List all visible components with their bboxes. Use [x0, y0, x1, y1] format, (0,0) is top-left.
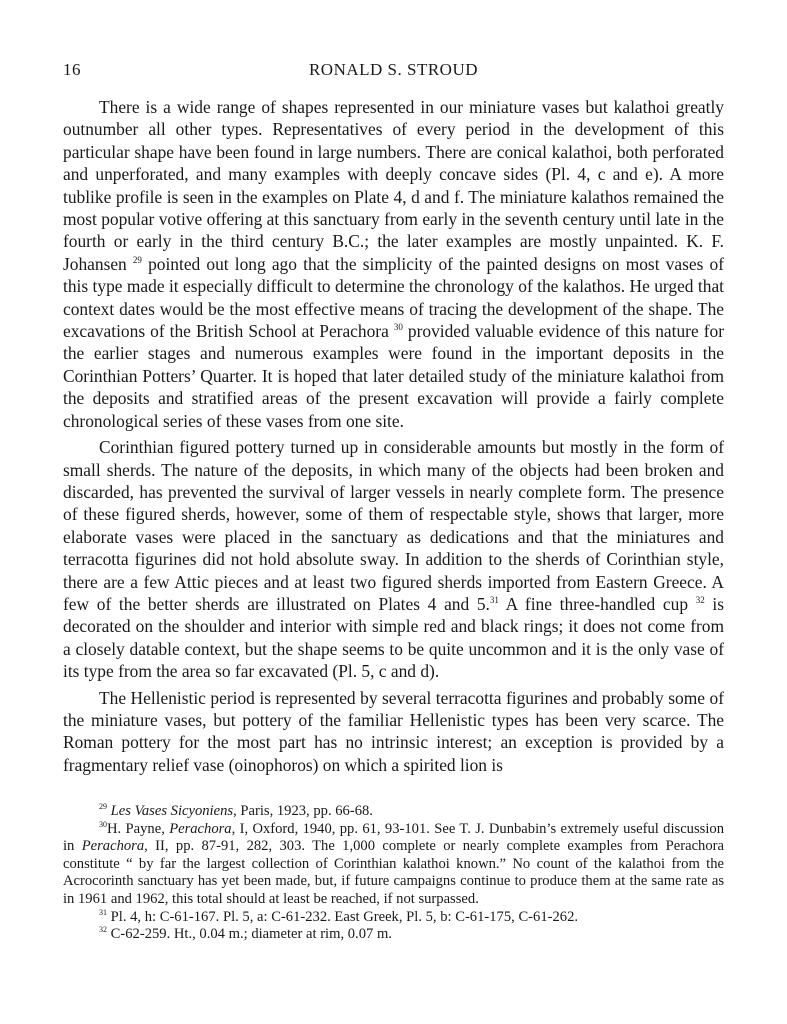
paragraph-kalathoi: [63, 96, 724, 432]
text-run: C-62-259. Ht., 0.04 m.; diameter at rim, 0.07 m.: [110, 926, 392, 943]
paragraph-corinthian: [63, 436, 724, 682]
footnote-number: 31: [99, 907, 107, 917]
text-run: H. Payne,: [107, 820, 170, 837]
text-run: There is a wide range of shapes represented in our miniature vases but kalathoi greatly outnumber all other types. Representatives of every period in the development of this particular shape have been found in large numbers. There are conical kalathoi, both perforated and unperforated, and many examples with deeply concave sides (Pl. 4, c and e). A more tublike profile is seen in the examples on Plate 4, d and f. The miniature kalathos remained the most popular votive offering at this sanctuary from early in the seventh century until late in the fourth or early in the third century: [63, 97, 724, 252]
body-text: [63, 96, 724, 780]
text-run: ; the later examples are mostly unpainted. K. F. Johansen: [63, 231, 724, 274]
footnote-ref-29: 29: [132, 255, 142, 266]
footnote-number: 32: [99, 925, 107, 935]
footnotes: [63, 803, 724, 944]
footnote-31: [63, 909, 724, 927]
text-run: provided valuable evidence of this nature for the earlier stages and numerous examples were found in the important deposits in the Corinthian Potters’ Quarter. It is hoped that later detailed study of the miniature kalathoi from the deposits and stratified areas of the present excavation will provide a fairly complete chronological series of these vases from one site.: [63, 321, 724, 431]
cited-title: Les Vases Sicyoniens: [110, 803, 234, 819]
running-head: RONALD S. STROUD: [308, 60, 479, 79]
text-run: , II, pp. 87-91, 282, 303. The 1,000 complete or nearly complete examples from Perachora constitute “ by far the largest collection of Corinthian kalathoi known.” No count of the kalathoi from the Acrocorinth sanctuary has yet been made, but, if future campaigns continue to produce them at the same rate as in 1961 and 1962, this total should at least be reached, if not surpassed.: [63, 838, 724, 907]
cited-title: Perachora: [81, 838, 145, 855]
era-abbreviation: B.C.: [332, 231, 365, 252]
footnote-ref-30: 30: [393, 322, 403, 333]
footnote-30: [63, 821, 724, 909]
text-run: Corinthian figured pottery turned up in considerable amounts but mostly in the form of small sherds. The nature of the deposits, in which many of the objects had been broken and discarded, has prevented the survival of larger vessels in nearly complete form. The presence of these figured sherds, however, some of them of respectable style, shows that larger, more elaborate vases were placed in the sanctuary as dedications and that the miniatures and terracotta figurines did not hold absolute sway. In addition to the sherds of Corinthian style, there are a few Attic pieces and at least two figured sherds imported from Eastern Greece. A few of the better sherds are illustrated on Plates 4 and 5.: [63, 437, 724, 614]
footnote-number: 29: [99, 802, 107, 812]
footnote-number: 30: [99, 819, 107, 829]
footnote-32: [63, 926, 724, 944]
text-run: , I, Oxford, 1940, pp. 61, 93-101. See T. J. Dunbabin’s extremely useful discussion in: [63, 820, 724, 855]
text-run: A fine three-handled cup: [498, 593, 696, 614]
cited-title: Perachora: [169, 820, 232, 837]
paragraph-hellenistic: [63, 687, 724, 777]
text-run: , Paris, 1923, pp. 66-68.: [233, 803, 373, 819]
footnote-29: [63, 803, 724, 821]
text-run: pointed out long ago that the simplicity of the painted designs on most vases of this type made it especially difficult to determine the chronology of the kalathos. He urged that context dates would be the most effective means of tracing the development of the shape. The excavations of the British School at Perachora: [63, 253, 724, 342]
page-number: 16: [63, 60, 81, 79]
footnote-ref-32: 32: [695, 595, 705, 606]
text-run: The Hellenistic period is represented by several terracotta figurines and probably some of the miniature vases, but pottery of the familiar Hellenistic types has been very scarce. The Roman pottery for the most part has no intrinsic interest; an exception is provided by a fragmentary relief vase (oinophoros) on which a spirited lion is: [63, 687, 724, 775]
footnote-ref-31: 31: [489, 595, 499, 606]
text-run: is decorated on the shoulder and interior with simple red and black rings; it does not come from a closely datable context, but the shape seems to be quite uncommon and it is the only vase of its type from the area so far excavated (Pl. 5, c and d).: [63, 593, 725, 682]
page-header: [63, 60, 724, 84]
text-run: Pl. 4, h: C-61-167. Pl. 5, a: C-61-232. East Greek, Pl. 5, b: C-61-175, C-61-262.: [110, 908, 579, 925]
